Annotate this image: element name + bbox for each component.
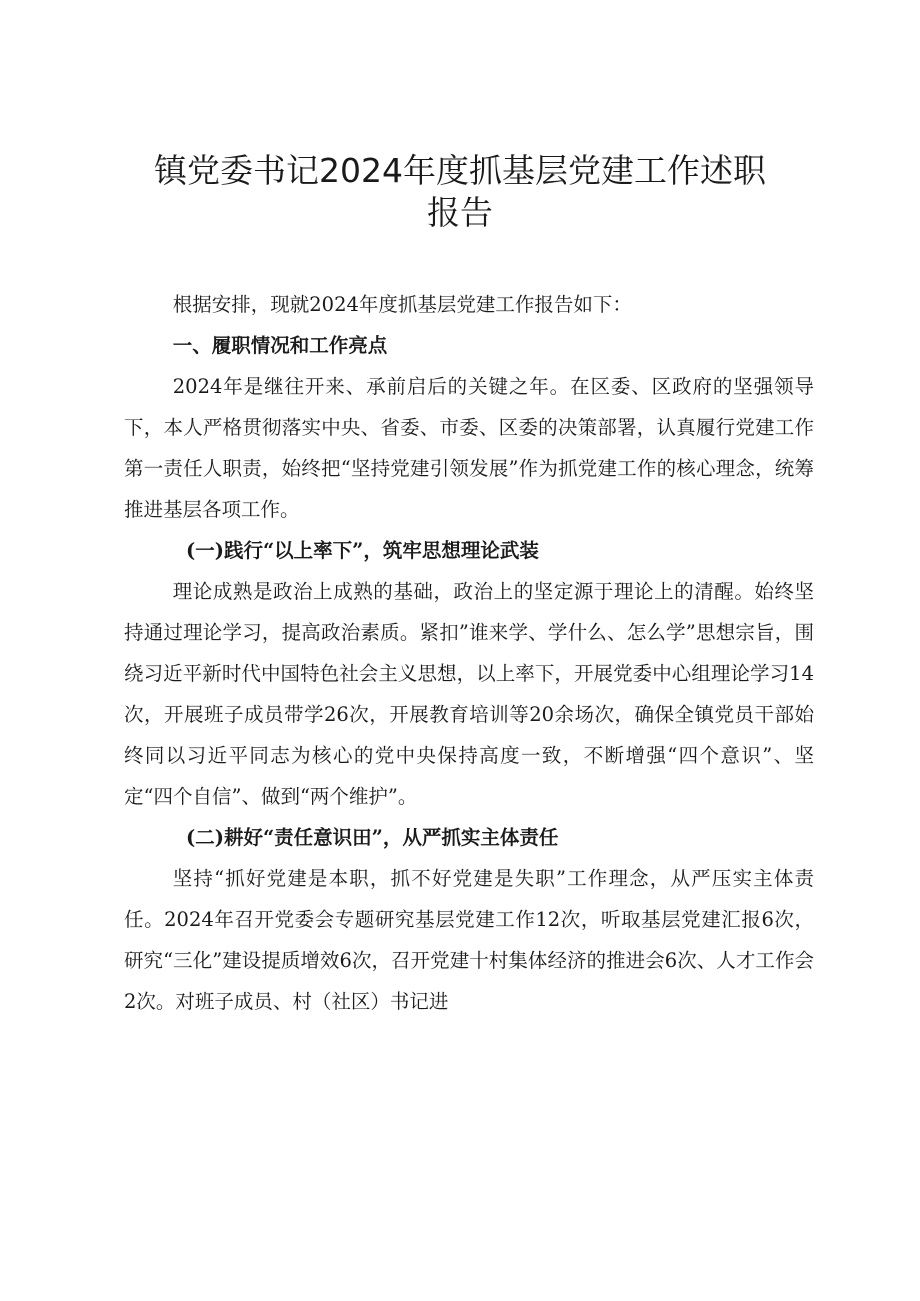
document-title: 镇党委书记2024年度抓基层党建工作述职报告 [154, 151, 766, 232]
subsection-paragraph-1: 理论成熟是政治上成熟的基础，政治上的坚定源于理论上的清醒。始终坚持通过理论学习，提高政治素质。紧扣”谁来学、学什么、怎么学”思想宗旨，围绕习近平新时代中国特色社会主义思想，以上率下，开展党委中心组理论学习14次，开展班子成员带学26次，开展教育培训等20余场次，确保全镇党员干部始终同以习近平同志为核心的党中央保持高度一致，不断增强“四个意识”、坚定“四个自信”、做到“两个维护”。 [124, 580, 814, 808]
intro-paragraph: 根据安排，现就2024年度抓基层党建工作报告如下： [172, 293, 632, 316]
section-paragraph: 2024年是继往开来、承前启后的关键之年。在区委、区政府的坚强领导下，本人严格贯彻落实中央、省委、市委、区委的决策部署，认真履行党建工作第一责任人职责，始终把“坚持党建引领发展”作为抓党建工作的核心理念，统筹推进基层各项工作。 [124, 375, 814, 521]
subsection-heading-2: (二)耕好“责任意识田”，从严抓实主体责任 [186, 826, 559, 849]
subsection-paragraph-2: 坚持“抓好党建是本职，抓不好党建是失职”工作理念，从严压实主体责任。2024年召开党委会专题研究基层党建工作12次，听取基层党建汇报6次，研究“三化”建设提质增效6次，召开党建十村集体经济的推进会6次、人才工作会2次。对班子成员、村（社区）书记进 [124, 867, 814, 1013]
section-heading: 一、履职情况和工作亮点 [172, 334, 388, 357]
subsection-heading-1: (一)践行“以上率下”，筑牢思想理论武装 [186, 539, 539, 562]
document-body [124, 284, 814, 1022]
